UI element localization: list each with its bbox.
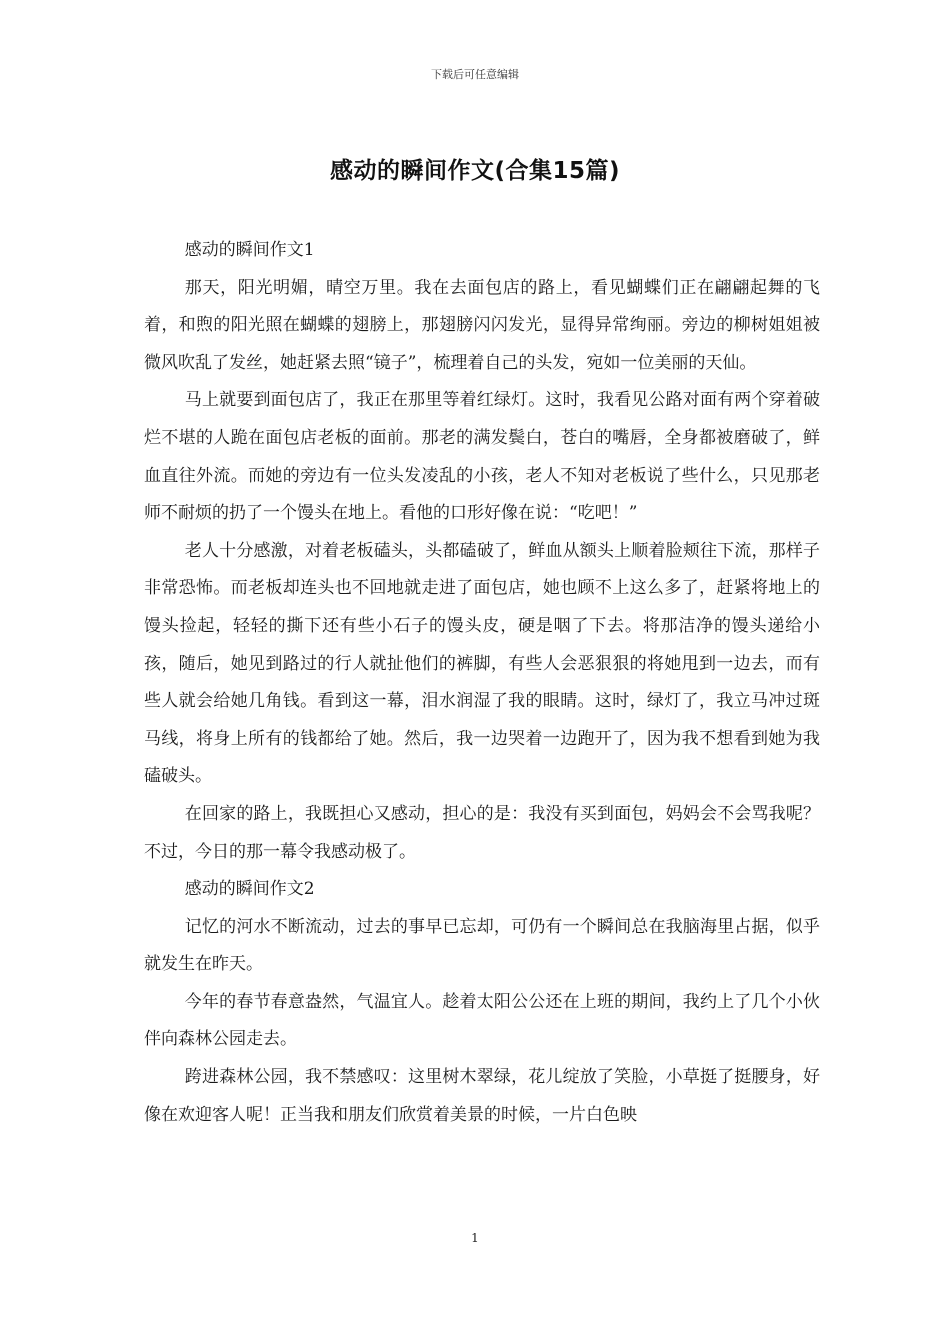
document-title: 感动的瞬间作文(合集15篇) <box>329 158 621 184</box>
body-paragraph: 马上就要到面包店了，我正在那里等着红绿灯。这时，我看见公路对面有两个穿着破烂不堪的人跪在面包店老板的面前。那老的满发鬓白，苍白的嘴唇，全身都被磨破了，鲜血直往外流。而她的旁边有一位头发凌乱的小孩，老人不知对老板说了些什么，只见那老师不耐烦的扔了一个馒头在地上。看他的口形好像在说：“吃吧！” <box>144 390 820 524</box>
page-number: 1 <box>471 1231 479 1245</box>
section-heading: 感动的瞬间作文1 <box>184 240 315 260</box>
body-paragraph: 跨进森林公园，我不禁感叹：这里树木翠绿，花儿绽放了笑脸，小草挺了挺腰身，好像在欢迎客人呢！正当我和朋友们欣赏着美景的时候，一片白色映 <box>144 1067 820 1125</box>
body-paragraph: 那天，阳光明媚，晴空万里。我在去面包店的路上，看见蝴蝶们正在翩翩起舞的飞着，和煦的阳光照在蝴蝶的翅膀上，那翅膀闪闪发光，显得异常绚丽。旁边的柳树姐姐被微风吹乱了发丝，她赶紧去照“镜子”，梳理着自己的头发，宛如一位美丽的天仙。 <box>144 277 820 373</box>
page-header: 下载后可任意编辑 <box>431 68 519 81</box>
body-paragraph: 记忆的河水不断流动，过去的事早已忘却，可仍有一个瞬间总在我脑海里占据，似乎就发生在昨天。 <box>144 916 820 975</box>
section-heading: 感动的瞬间作文2 <box>184 879 315 900</box>
body-paragraph: 老人十分感激，对着老板磕头，头都磕破了，鲜血从额头上顺着脸颊往下流，那样子非常恐怖。而老板却连头也不回地就走进了面包店，她也顾不上这么多了，赶紧将地上的馒头捡起，轻轻的撕下还有些小石子的馒头皮，硬是咽了下去。将那洁净的馒头递给小孩，随后，她见到路过的行人就扯他们的裤脚，有些人会恶狠狠的将她甩到一边去，而有些人就会给她几角钱。看到这一幕，泪水润湿了我的眼睛。这时，绿灯了，我立马冲过斑马线，将身上所有的钱都给了她。然后，我一边哭着一边跑开了，因为我不想看到她为我磕破头。 <box>144 540 820 787</box>
body-paragraph: 在回家的路上，我既担心又感动，担心的是：我没有买到面包，妈妈会不会骂我呢？不过，今日的那一幕令我感动极了。 <box>144 803 820 862</box>
body-paragraph: 今年的春节春意盎然，气温宜人。趁着太阳公公还在上班的期间，我约上了几个小伙伴向森林公园走去。 <box>144 991 820 1050</box>
document-body <box>144 232 820 1134</box>
